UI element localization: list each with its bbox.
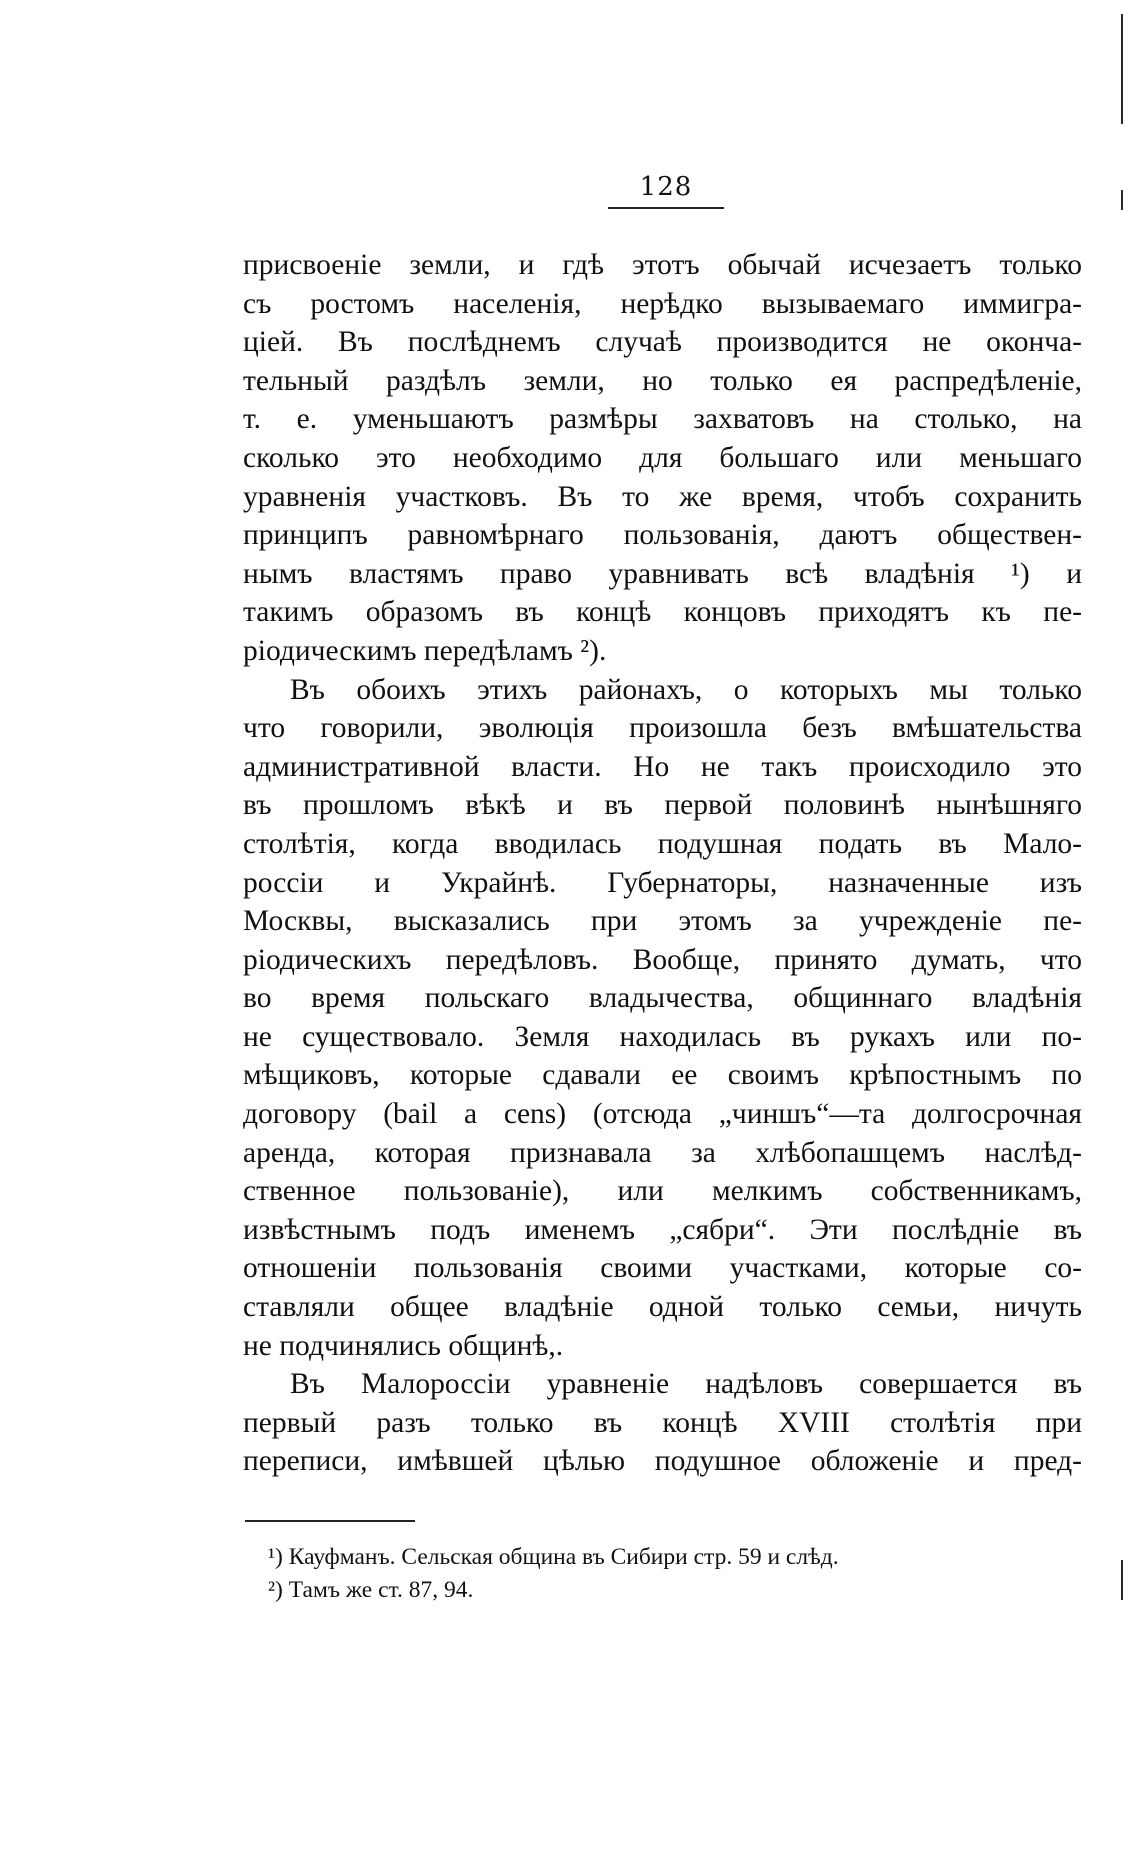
text-line: въ прошломъ вѣкѣ и въ первой половинѣ нынѣшняго bbox=[243, 789, 1082, 822]
text-line: ріодическимъ передѣламъ ²). bbox=[243, 634, 607, 667]
paragraph bbox=[243, 1365, 1082, 1481]
page-edge-line bbox=[1121, 1560, 1123, 1600]
page-edge-line bbox=[1121, 14, 1123, 124]
text-line: т. е. уменьшаютъ размѣры захватовъ на столько, на bbox=[243, 403, 1082, 436]
text-line: ріодическихъ передѣловъ. Вообще, принято думать, что bbox=[243, 943, 1082, 976]
text-line: присвоеніе земли, и гдѣ этотъ обычай исчезаетъ только bbox=[243, 249, 1082, 281]
paragraph bbox=[243, 671, 1082, 1366]
text-line: съ ростомъ населенія, нерѣдко вызываемаго иммигра- bbox=[243, 287, 1082, 320]
text-line: ственное пользованіе), или мелкимъ собственникамъ, bbox=[243, 1175, 1082, 1208]
text-line: мѣщиковъ, которые сдавали ее своимъ крѣпостнымъ по bbox=[243, 1059, 1082, 1092]
text-line: тельный раздѣлъ земли, но только ея распредѣленіе, bbox=[243, 364, 1082, 397]
page-number: 128 bbox=[639, 172, 693, 202]
text-line: не существовало. Земля находилась въ рукахъ или по- bbox=[243, 1020, 1082, 1053]
text-line: сколько это необходимо для большаго или меньшаго bbox=[243, 441, 1082, 474]
text-line: столѣтія, когда вводилась подушная подать въ Мало- bbox=[243, 827, 1082, 860]
text-line: первый разъ только въ концѣ XVIII столѣтія при bbox=[243, 1406, 1082, 1439]
text-line: такимъ образомъ въ концѣ концовъ приходятъ къ пе- bbox=[243, 596, 1082, 629]
footnotes bbox=[268, 1541, 839, 1607]
text-line: не подчинялись общинѣ,. bbox=[243, 1329, 564, 1362]
footnote-rule bbox=[245, 1520, 415, 1522]
text-line: договору (bail a cens) (отсюда „чиншъ“—та долгосрочная bbox=[243, 1098, 1082, 1131]
text-line: аренда, которая признавала за хлѣбопашцемъ наслѣд- bbox=[243, 1136, 1082, 1169]
footnote: ²) Тамъ же ст. 87, 94. bbox=[268, 1577, 474, 1603]
text-line: отношеніи пользованія своими участками, которые со- bbox=[243, 1252, 1082, 1285]
text-line: административной власти. Но не такъ происходило это bbox=[243, 750, 1082, 783]
text-line: нымъ властямъ право уравнивать всѣ владѣнія ¹) и bbox=[243, 557, 1082, 590]
text-line: переписи, имѣвшей цѣлью подушное обложеніе и пред- bbox=[243, 1445, 1082, 1478]
page-number-rule bbox=[608, 207, 724, 209]
text-line: извѣстнымъ подъ именемъ „сябри“. Эти послѣдніе въ bbox=[243, 1213, 1082, 1246]
text-line: во время польскаго владычества, общиннаго владѣнія bbox=[243, 982, 1082, 1015]
text-line: ставляли общее владѣніе одной только семьи, ничуть bbox=[243, 1291, 1082, 1324]
text-line: уравненія участковъ. Въ то же время, чтобъ сохранить bbox=[243, 480, 1082, 513]
text-line: Въ обоихъ этихъ районахъ, о которыхъ мы только bbox=[290, 673, 1082, 706]
text-line: ціей. Въ послѣднемъ случаѣ производится не оконча- bbox=[243, 326, 1082, 359]
text-line: Москвы, высказались при этомъ за учрежденіе пе- bbox=[243, 905, 1082, 938]
footnote: ¹) Кауфманъ. Сельская община въ Сибири стр. 59 и слѣд. bbox=[268, 1544, 839, 1570]
text-line: Въ Малороссіи уравненіе надѣловъ совершается въ bbox=[290, 1368, 1082, 1401]
paragraph bbox=[243, 246, 1082, 671]
page-edge-line bbox=[1121, 190, 1123, 210]
text-line: россіи и Украйнѣ. Губернаторы, назначенные изъ bbox=[243, 866, 1082, 899]
body-text bbox=[243, 246, 1082, 1481]
text-line: принципъ равномѣрнаго пользованія, даютъ обществен- bbox=[243, 519, 1082, 552]
text-line: что говорили, эволюція произошла безъ вмѣшательства bbox=[243, 712, 1082, 745]
